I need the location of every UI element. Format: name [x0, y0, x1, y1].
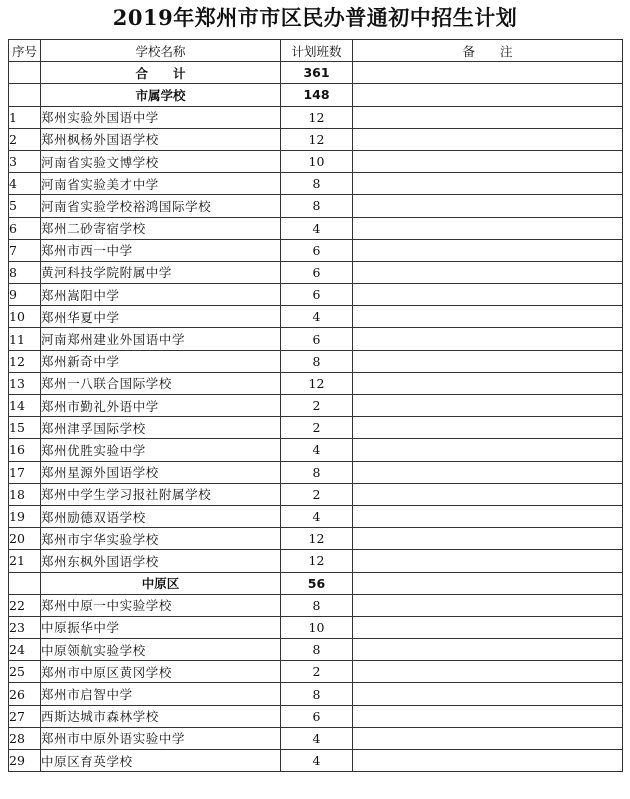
table-row: [9, 683, 623, 705]
table-row: [9, 195, 623, 217]
table-row: [9, 350, 623, 372]
table-row: [9, 661, 623, 683]
table-row: [9, 217, 623, 239]
row-no: 20: [9, 528, 41, 550]
document-title: 2019年郑州市市区民办普通初中招生计划: [112, 5, 518, 30]
class-count: 4: [281, 750, 353, 772]
class-count: 8: [281, 195, 353, 217]
table-row: [9, 261, 623, 283]
row-no: 26: [9, 683, 41, 705]
class-count: 8: [281, 350, 353, 372]
note-cell: [353, 639, 623, 661]
table-row: [9, 284, 623, 306]
note-cell: [353, 594, 623, 616]
row-no: 19: [9, 505, 41, 527]
school-name: 郑州中原一中实验学校: [41, 594, 281, 616]
note-cell: [353, 106, 623, 128]
school-name: 郑州东枫外国语学校: [41, 550, 281, 572]
row-no: 6: [9, 217, 41, 239]
group-row: [9, 84, 623, 106]
header-note: 备 注: [353, 40, 623, 62]
note-cell: [353, 750, 623, 772]
row-no: 23: [9, 616, 41, 638]
table-row: [9, 528, 623, 550]
row-no: 16: [9, 439, 41, 461]
school-name: 郑州新奇中学: [41, 350, 281, 372]
class-count: 8: [281, 639, 353, 661]
enrollment-plan-table: [8, 39, 623, 772]
class-count: 8: [281, 173, 353, 195]
row-no: 2: [9, 128, 41, 150]
header-class-count: 计划班数: [281, 40, 353, 62]
school-name: 郑州市勤礼外语中学: [41, 395, 281, 417]
table-row: [9, 306, 623, 328]
note-cell: [353, 173, 623, 195]
row-no: 5: [9, 195, 41, 217]
note-cell: [353, 550, 623, 572]
class-count: 10: [281, 616, 353, 638]
school-name: 郑州市中原区黄冈学校: [41, 661, 281, 683]
class-count: 8: [281, 683, 353, 705]
row-no: 12: [9, 350, 41, 372]
class-count: 6: [281, 705, 353, 727]
table-row: [9, 550, 623, 572]
note-cell: [353, 217, 623, 239]
note-cell: [353, 483, 623, 505]
note-cell: [353, 372, 623, 394]
class-count: 12: [281, 128, 353, 150]
class-count: 8: [281, 461, 353, 483]
group-no-cell: [9, 84, 41, 106]
table-row: [9, 594, 623, 616]
school-name: 郑州市西一中学: [41, 239, 281, 261]
table-body: [9, 40, 623, 772]
note-cell: [353, 461, 623, 483]
class-count: 8: [281, 594, 353, 616]
table-row: [9, 328, 623, 350]
group-row: [9, 572, 623, 594]
header-no: 序号: [9, 40, 41, 62]
note-cell: [353, 284, 623, 306]
row-no: 1: [9, 106, 41, 128]
class-count: 4: [281, 439, 353, 461]
note-cell: [353, 616, 623, 638]
table-header-row: [9, 40, 623, 62]
row-no: 11: [9, 328, 41, 350]
school-name: 郑州励德双语学校: [41, 505, 281, 527]
table-row: [9, 439, 623, 461]
row-no: 7: [9, 239, 41, 261]
table-row: [9, 150, 623, 172]
group-note-cell: [353, 572, 623, 594]
table-row: [9, 483, 623, 505]
class-count: 4: [281, 727, 353, 749]
row-no: 14: [9, 395, 41, 417]
school-name: 西斯达城市森林学校: [41, 705, 281, 727]
row-no: 27: [9, 705, 41, 727]
school-name: 中原区育英学校: [41, 750, 281, 772]
school-name: 郑州星源外国语学校: [41, 461, 281, 483]
table-row: [9, 727, 623, 749]
table-row: [9, 461, 623, 483]
total-label: 合 计: [41, 62, 281, 84]
class-count: 4: [281, 217, 353, 239]
note-cell: [353, 705, 623, 727]
row-no: 3: [9, 150, 41, 172]
class-count: 10: [281, 150, 353, 172]
class-count: 6: [281, 239, 353, 261]
note-cell: [353, 395, 623, 417]
total-row: [9, 62, 623, 84]
school-name: 郑州优胜实验中学: [41, 439, 281, 461]
row-no: 18: [9, 483, 41, 505]
school-name: 郑州中学生学习报社附属学校: [41, 483, 281, 505]
class-count: 4: [281, 505, 353, 527]
school-name: 郑州市宇华实验学校: [41, 528, 281, 550]
school-name: 中原领航实验学校: [41, 639, 281, 661]
class-count: 2: [281, 417, 353, 439]
group-count: 56: [281, 572, 353, 594]
school-name: 郑州一八联合国际学校: [41, 372, 281, 394]
note-cell: [353, 306, 623, 328]
school-name: 中原振华中学: [41, 616, 281, 638]
total-no-cell: [9, 62, 41, 84]
group-label: 市属学校: [41, 84, 281, 106]
school-name: 河南省实验文博学校: [41, 150, 281, 172]
row-no: 8: [9, 261, 41, 283]
row-no: 21: [9, 550, 41, 572]
school-name: 郑州二砂寄宿学校: [41, 217, 281, 239]
note-cell: [353, 128, 623, 150]
row-no: 29: [9, 750, 41, 772]
table-row: [9, 705, 623, 727]
school-name: 郑州津孚国际学校: [41, 417, 281, 439]
table-row: [9, 639, 623, 661]
total-note-cell: [353, 62, 623, 84]
row-no: 9: [9, 284, 41, 306]
table-row: [9, 239, 623, 261]
table-row: [9, 372, 623, 394]
table-row: [9, 750, 623, 772]
class-count: 12: [281, 106, 353, 128]
note-cell: [353, 328, 623, 350]
class-count: 6: [281, 284, 353, 306]
class-count: 2: [281, 661, 353, 683]
row-no: 4: [9, 173, 41, 195]
class-count: 2: [281, 483, 353, 505]
total-count: 361: [281, 62, 353, 84]
note-cell: [353, 661, 623, 683]
table-row: [9, 616, 623, 638]
note-cell: [353, 261, 623, 283]
school-name: 黄河科技学院附属中学: [41, 261, 281, 283]
note-cell: [353, 683, 623, 705]
school-name: 郑州市中原外语实验中学: [41, 727, 281, 749]
row-no: 17: [9, 461, 41, 483]
note-cell: [353, 439, 623, 461]
note-cell: [353, 417, 623, 439]
row-no: 28: [9, 727, 41, 749]
note-cell: [353, 505, 623, 527]
class-count: 12: [281, 528, 353, 550]
class-count: 6: [281, 261, 353, 283]
note-cell: [353, 195, 623, 217]
row-no: 15: [9, 417, 41, 439]
note-cell: [353, 150, 623, 172]
class-count: 4: [281, 306, 353, 328]
row-no: 10: [9, 306, 41, 328]
group-label: 中原区: [41, 572, 281, 594]
table-row: [9, 173, 623, 195]
header-school-name: 学校名称: [41, 40, 281, 62]
school-name: 郑州实验外国语中学: [41, 106, 281, 128]
row-no: 13: [9, 372, 41, 394]
group-no-cell: [9, 572, 41, 594]
school-name: 河南省实验学校裕鸿国际学校: [41, 195, 281, 217]
school-name: 河南省实验美才中学: [41, 173, 281, 195]
table-row: [9, 505, 623, 527]
table-row: [9, 106, 623, 128]
school-name: 郑州市启智中学: [41, 683, 281, 705]
group-note-cell: [353, 84, 623, 106]
school-name: 郑州枫杨外国语学校: [41, 128, 281, 150]
note-cell: [353, 727, 623, 749]
school-name: 郑州华夏中学: [41, 306, 281, 328]
row-no: 24: [9, 639, 41, 661]
note-cell: [353, 350, 623, 372]
class-count: 2: [281, 395, 353, 417]
school-name: 河南郑州建业外国语中学: [41, 328, 281, 350]
class-count: 6: [281, 328, 353, 350]
group-count: 148: [281, 84, 353, 106]
class-count: 12: [281, 550, 353, 572]
class-count: 12: [281, 372, 353, 394]
note-cell: [353, 239, 623, 261]
note-cell: [353, 528, 623, 550]
row-no: 25: [9, 661, 41, 683]
table-row: [9, 395, 623, 417]
table-row: [9, 417, 623, 439]
school-name: 郑州嵩阳中学: [41, 284, 281, 306]
table-row: [9, 128, 623, 150]
row-no: 22: [9, 594, 41, 616]
